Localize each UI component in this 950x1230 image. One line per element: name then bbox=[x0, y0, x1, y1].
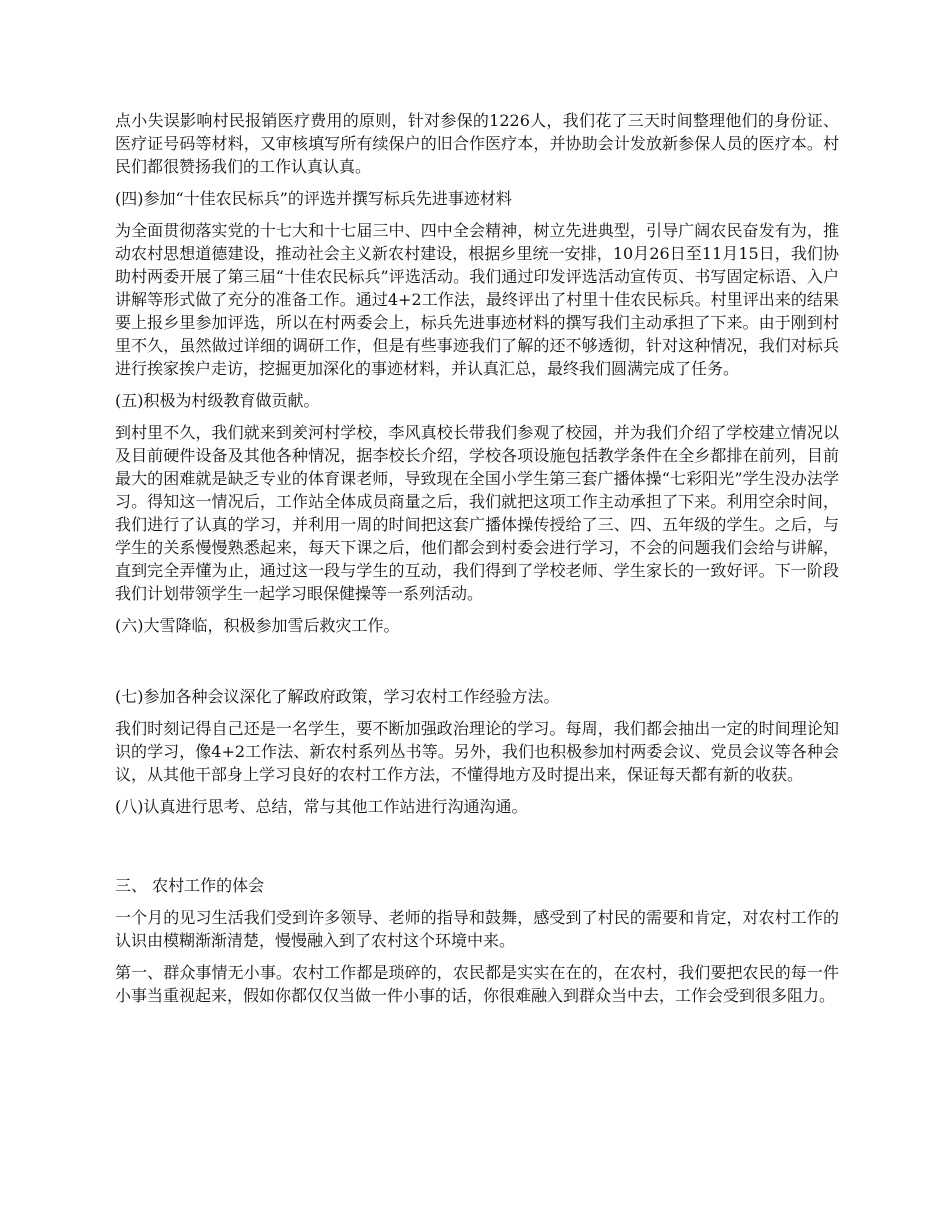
heading-section-5: (五)积极为村级教育做贡献。 bbox=[115, 391, 320, 410]
paragraph-village-school: 到村里不久，我们就来到羑河村学校，李风真校长带我们参观了校园，并为我们介绍了学校建立情况以及目前硬件设备及其他各种情况，据李校长介绍，学校各项设施包括教学条件在全乡都排在前列，目前最大的困难就是缺乏专业的体育课老师，导致现在全国小学生第三套广播体操“七彩阳光”学生没办法学习。得知这一情况后，工作站全体成员商量之后，我们就把这项工作主动承担了下来。利用空余时间，我们进行了认真的学习，并利用一周的时间把这套广播体操传授给了三、四、五年级的学生。之后，与学生的关系慢慢熟悉起来，每天下课之后，他们都会到村委会进行学习，不会的问题我们会给与讲解，直到完全弄懂为止，通过这一段与学生的互动，我们得到了学校老师、学生家长的一致好评。下一阶段我们计划带领学生一起学习眼保健操等一系列活动。 bbox=[115, 423, 839, 603]
heading-chapter-3: 三、 农村工作的体会 bbox=[115, 876, 265, 895]
heading-section-6: (六)大雪降临，积极参加雪后救灾工作。 bbox=[115, 616, 400, 635]
paragraph-internship-summary: 一个月的见习生活我们受到许多领导、老师的指导和鼓舞，感受到了村民的需要和肯定，对农村工作的认识由模糊渐渐清楚，慢慢融入到了农村这个环境中来。 bbox=[115, 908, 839, 950]
heading-section-8: (八)认真进行思考、总结，常与其他工作站进行沟通沟通。 bbox=[115, 797, 528, 816]
heading-section-7: (七)参加各种会议深化了解政府政策，学习农村工作经验方法。 bbox=[115, 687, 560, 706]
paragraph-model-farmers: 为全面贯彻落实党的十七大和十七届三中、四中全会精神，树立先进典型，引导广阔农民奋发有为，推动农村思想道德建设，推动社会主义新农村建设，根据乡里统一安排，10月26日至11月15日，我们协助村两委开展了第三届“十佳农民标兵”评选活动。我们通过印发评选活动宣传页、书写固定标语、入户讲解等形式做了充分的准备工作。通过4+2工作法，最终评出了村里十佳农民标兵。村里评出来的结果要上报乡里参加评选，所以在村两委会上，标兵先进事迹材料的撰写我们主动承担了下来。由于刚到村里不久，虽然做过详细的调研工作，但是有些事迹我们了解的还不够透彻，针对这种情况，我们对标兵进行挨家挨户走访，挖掘更加深化的事迹材料，并认真汇总，最终我们圆满完成了任务。 bbox=[115, 221, 839, 378]
paragraph-meetings: 我们时刻记得自己还是一名学生，要不断加强政治理论的学习。每周，我们都会抽出一定的时间理论知识的学习，像4+2工作法、新农村系列丛书等。另外，我们也积极参加村两委会议、党员会议等各种会议，从其他干部身上学习良好的农村工作方法，不懂得地方及时提出来，保证每天都有新的收获。 bbox=[115, 719, 839, 784]
paragraph-first-lesson: 第一、群众事情无小事。农村工作都是琐碎的，农民都是实实在在的，在农村，我们要把农民的每一件小事当重视起来，假如你都仅仅当做一件小事的话，你很难融入到群众当中去，工作会受到很多阻力。 bbox=[115, 963, 839, 1005]
document-page bbox=[115, 109, 839, 1016]
heading-section-4: (四)参加“十佳农民标兵”的评选并撰写标兵先进事迹材料 bbox=[115, 189, 512, 208]
paragraph-insurance-records: 点小失误影响村民报销医疗费用的原则，针对参保的1226人，我们花了三天时间整理他们的身份证、医疗证号码等材料，又审核填写所有续保户的旧合作医疗本，并协助会计发放新参保人员的医疗本。村民们都很赞扬我们的工作认真认真。 bbox=[115, 111, 839, 176]
